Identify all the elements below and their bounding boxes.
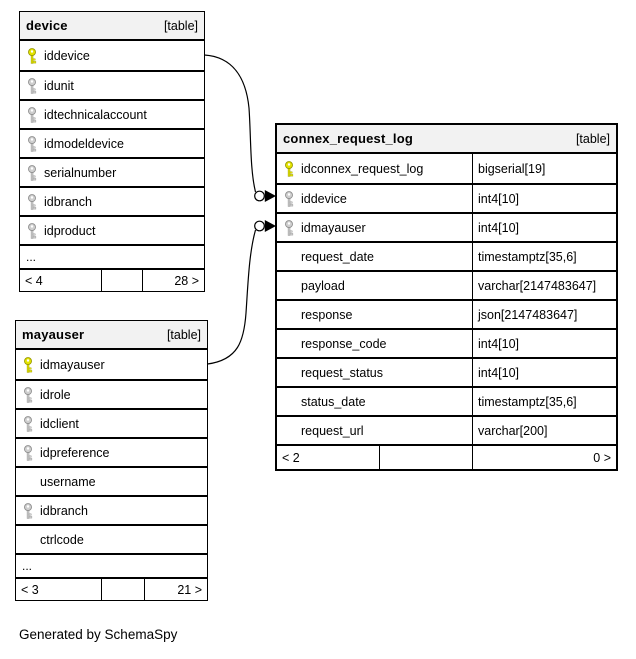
column-row (277, 415, 616, 444)
foreign-key-icon (20, 165, 44, 181)
column-name: idproduct (44, 223, 96, 238)
relationship-odot-mayauser (255, 221, 265, 231)
column-name-cell (277, 154, 472, 183)
table-name: connex_request_log (283, 131, 414, 146)
relationship-odot-device (255, 191, 265, 201)
primary-key-icon (277, 161, 301, 177)
foreign-key-icon (20, 223, 44, 239)
column-name: idmayauser (301, 220, 366, 235)
column-type: json[2147483647] (472, 301, 616, 328)
ellipsis-row: ... (16, 553, 207, 577)
column-name: idbranch (40, 503, 88, 518)
column-row (277, 212, 616, 241)
column-type: timestamptz[35,6] (472, 388, 616, 415)
column-name: idrole (40, 387, 71, 402)
column-name: idpreference (40, 445, 110, 460)
column-row (277, 270, 616, 299)
table-tag: [table] (575, 131, 610, 146)
table-name: mayauser (22, 327, 85, 342)
column-name-cell (277, 330, 472, 357)
table-device (19, 11, 205, 292)
table-footer (16, 577, 207, 600)
column-name-cell (277, 214, 472, 241)
column-row (20, 70, 204, 99)
column-name: status_date (301, 394, 366, 409)
table-connex-request-log (275, 123, 618, 471)
table-header[interactable] (20, 12, 204, 41)
column-row (277, 154, 616, 183)
foreign-key-icon (16, 387, 40, 403)
column-name-cell (277, 243, 472, 270)
column-name: idmayauser (40, 357, 105, 372)
column-name: response (301, 307, 353, 322)
column-row (16, 524, 207, 553)
column-row (277, 299, 616, 328)
column-row (277, 386, 616, 415)
column-name: iddevice (44, 48, 90, 63)
table-mayauser (15, 320, 208, 601)
relationship-line-mayauser-connex (208, 230, 256, 364)
footer-child-count: 28 > (142, 270, 204, 291)
column-row (277, 241, 616, 270)
table-tag: [table] (166, 327, 201, 342)
column-type: int4[10] (472, 330, 616, 357)
column-name: payload (301, 278, 345, 293)
column-row (20, 186, 204, 215)
footer-parent-count: < 3 (21, 582, 39, 597)
foreign-key-icon (20, 136, 44, 152)
column-name-cell (277, 301, 472, 328)
column-row (16, 437, 207, 466)
primary-key-icon (20, 48, 44, 64)
column-name: request_status (301, 365, 383, 380)
column-name: serialnumber (44, 165, 117, 180)
column-row (16, 379, 207, 408)
foreign-key-icon (20, 194, 44, 210)
relationship-line-device-connex (205, 55, 256, 192)
column-name: request_date (301, 249, 374, 264)
column-name: idmodeldevice (44, 136, 124, 151)
foreign-key-icon (277, 220, 301, 236)
table-header[interactable] (277, 125, 616, 154)
foreign-key-icon (277, 191, 301, 207)
column-row (20, 128, 204, 157)
column-row (277, 183, 616, 212)
column-name-cell (277, 359, 472, 386)
table-header[interactable] (16, 321, 207, 350)
column-name-cell (277, 388, 472, 415)
foreign-key-icon (16, 503, 40, 519)
column-name: idunit (44, 78, 74, 93)
column-name-cell (277, 417, 472, 444)
ellipsis-row: ... (20, 244, 204, 268)
column-name: idbranch (44, 194, 92, 209)
column-name-cell (277, 272, 472, 299)
table-tag: [table] (163, 18, 198, 33)
column-name: idtechnicalaccount (44, 107, 147, 122)
column-name-cell (277, 185, 472, 212)
footer-parent-count: < 2 (282, 450, 300, 465)
column-row (20, 41, 204, 70)
column-row (16, 466, 207, 495)
table-footer (20, 268, 204, 291)
column-type: varchar[200] (472, 417, 616, 444)
foreign-key-icon (20, 78, 44, 94)
footer-middle-cell (379, 446, 472, 469)
column-row (277, 328, 616, 357)
table-footer (277, 444, 616, 469)
footer-parent-count: < 4 (25, 273, 43, 288)
column-type: int4[10] (472, 185, 616, 212)
column-name: response_code (301, 336, 387, 351)
column-row (20, 157, 204, 186)
primary-key-icon (16, 357, 40, 373)
column-name: idclient (40, 416, 79, 431)
column-row (277, 357, 616, 386)
generated-by-note: Generated by SchemaSpy (19, 627, 178, 642)
column-row (20, 99, 204, 128)
foreign-key-icon (16, 416, 40, 432)
column-row (16, 350, 207, 379)
footer-middle-cell (101, 270, 142, 291)
column-row (16, 495, 207, 524)
column-name: username (40, 474, 96, 489)
footer-child-count: 21 > (144, 579, 207, 600)
foreign-key-icon (20, 107, 44, 123)
column-name: idconnex_request_log (301, 161, 424, 176)
footer-middle-cell (101, 579, 144, 600)
column-name: iddevice (301, 191, 347, 206)
column-type: int4[10] (472, 214, 616, 241)
column-type: bigserial[19] (472, 154, 616, 183)
column-type: int4[10] (472, 359, 616, 386)
column-name: request_url (301, 423, 364, 438)
column-row (20, 215, 204, 244)
column-name: ctrlcode (40, 532, 84, 547)
column-type: varchar[2147483647] (472, 272, 616, 299)
foreign-key-icon (16, 445, 40, 461)
column-row (16, 408, 207, 437)
column-type: timestamptz[35,6] (472, 243, 616, 270)
footer-child-count: 0 > (472, 446, 616, 469)
table-name: device (26, 18, 68, 33)
